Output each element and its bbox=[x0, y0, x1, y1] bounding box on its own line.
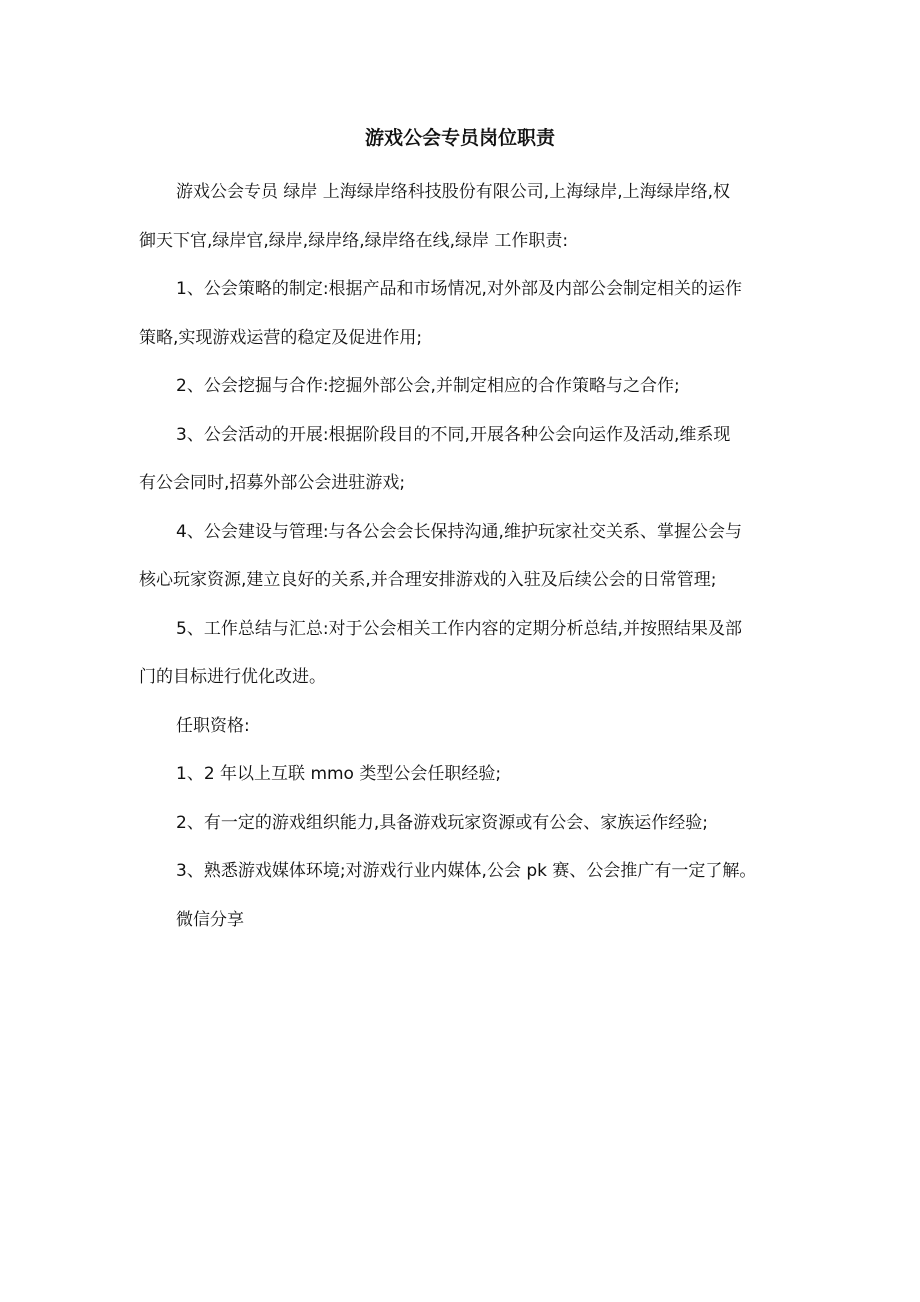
wechat-share-link[interactable]: 微信分享 bbox=[176, 909, 244, 930]
qualification-item-1 bbox=[139, 750, 794, 799]
qualification-item-3 bbox=[139, 847, 794, 896]
duty-line: 核心玩家资源,建立良好的关系,并合理安排游戏的入驻及后续公会的日常管理; bbox=[139, 570, 717, 590]
duty-item-1 bbox=[139, 265, 794, 362]
document-body bbox=[139, 168, 794, 944]
qualification-line: 3、熟悉游戏媒体环境;对游戏行业内媒体,公会 pk 赛、公会推广有一定了解。 bbox=[176, 861, 757, 881]
duty-item-5 bbox=[139, 605, 794, 702]
qualification-line: 1、2 年以上互联 mmo 类型公会任职经验; bbox=[176, 764, 502, 784]
page-title: 游戏公会专员岗位职责 bbox=[364, 127, 555, 149]
duty-line: 策略,实现游戏运营的稳定及促进作用; bbox=[139, 327, 423, 348]
duty-line: 有公会同时,招募外部公会进驻游戏; bbox=[139, 473, 406, 493]
share-line bbox=[139, 896, 794, 945]
qualification-item-2 bbox=[139, 799, 794, 848]
duty-line: 2、公会挖掘与合作:挖掘外部公会,并制定相应的合作策略与之合作; bbox=[176, 376, 680, 396]
duty-item-2 bbox=[139, 362, 794, 411]
intro-line: 御天下官,绿岸官,绿岸,绿岸络,绿岸络在线,绿岸 工作职责: bbox=[139, 230, 569, 251]
qualifications-heading bbox=[139, 702, 794, 751]
duty-item-3 bbox=[139, 411, 794, 508]
intro-paragraph bbox=[139, 168, 794, 265]
section-heading: 任职资格: bbox=[176, 715, 250, 736]
duty-item-4 bbox=[139, 508, 794, 605]
duty-line: 4、公会建设与管理:与各公会会长保持沟通,维护玩家社交关系、掌握公会与 bbox=[176, 521, 742, 542]
duty-line: 1、公会策略的制定:根据产品和市场情况,对外部及内部公会制定相关的运作 bbox=[176, 279, 742, 299]
duty-line: 3、公会活动的开展:根据阶段目的不同,开展各种公会向运作及活动,维系现 bbox=[176, 424, 731, 445]
duty-line: 5、工作总结与汇总:对于公会相关工作内容的定期分析总结,并按照结果及部 bbox=[176, 618, 742, 639]
intro-line: 游戏公会专员 绿岸 上海绿岸络科技股份有限公司,上海绿岸,上海绿岸络,权 bbox=[176, 182, 731, 202]
qualification-line: 2、有一定的游戏组织能力,具备游戏玩家资源或有公会、家族运作经验; bbox=[176, 812, 708, 833]
duty-line: 门的目标进行优化改进。 bbox=[139, 667, 326, 687]
